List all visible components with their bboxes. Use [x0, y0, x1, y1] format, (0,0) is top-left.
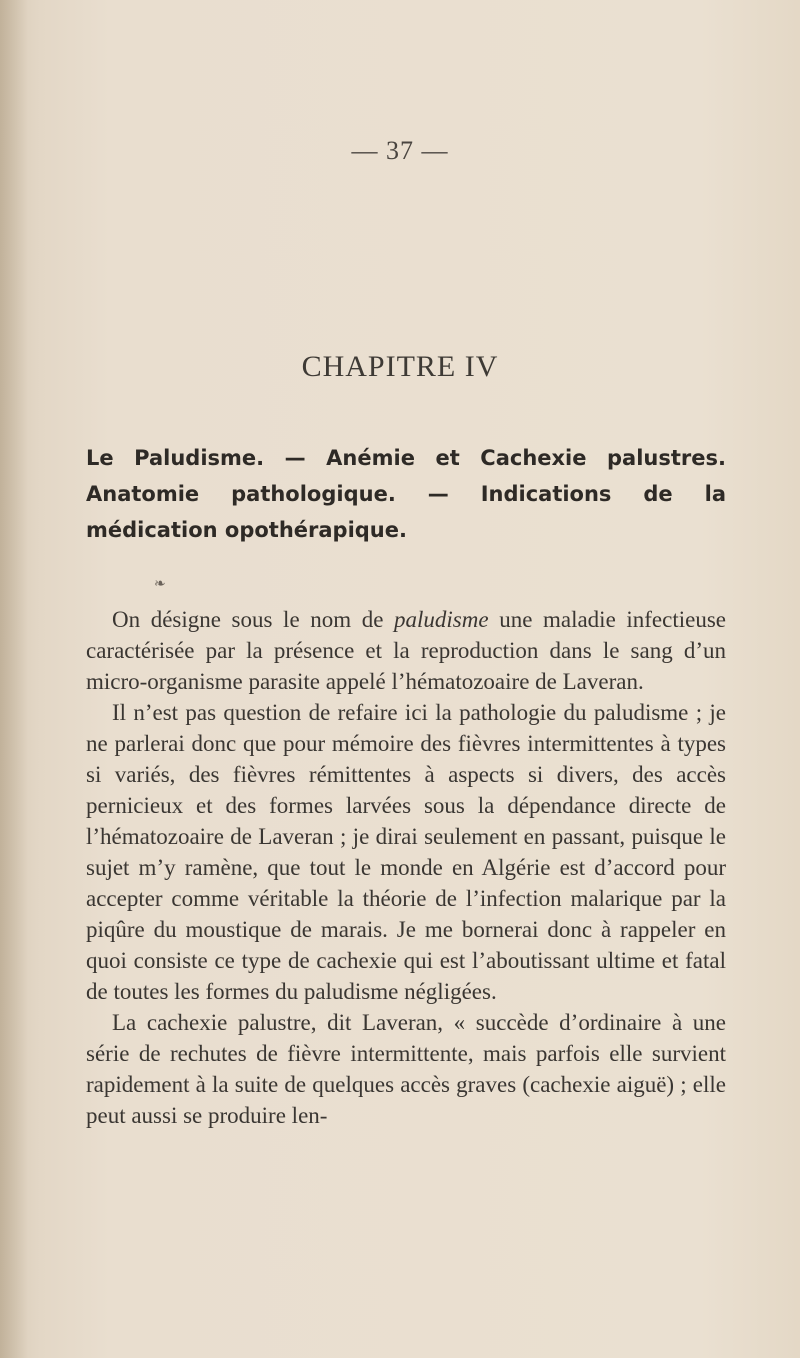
page-number: — 37 — [351, 136, 449, 165]
paragraph-1 [86, 604, 726, 697]
chapter-title: CHAPITRE IV [301, 350, 499, 383]
chapter-subtitle: Le Paludisme. — Anémie et Cachexie palustres. Anatomie pathologique. — Indications de la médication opothérapique. [86, 446, 726, 542]
italic-term: paludisme [394, 607, 489, 632]
paragraph-3: La cachexie palustre, dit Laveran, « succède d’ordinaire à une série de rechutes de fièvre intermittente, mais parfois elle survient rapidement à la suite de quelques accès graves (cachexie aiguë) ; elle peut aussi se produire len- [86, 1010, 726, 1128]
paragraph-1-start: On désigne sous le nom de [112, 607, 395, 632]
body-text [86, 604, 726, 1131]
paragraph-1-end: une maladie infectieuse caractérisée par la présence et la reproduction dans le sang d’un micro-organisme parasite appelé l’hématozoaire de Laveran. [86, 607, 726, 694]
paragraph-2: Il n’est pas question de refaire ici la pathologie du paludisme ; je ne parlerai donc que pour mémoire des fièvres intermittentes à types si variés, des fièvres rémittentes à aspects si divers, des accès pernicieux et des formes larvées sous la dépendance directe de l’hématozoaire de Laveran ; je dirai seulement en passant, puisque le sujet m’y ramène, que tout le monde en Algérie est d’accord pour accepter comme véritable la théorie de l’infection malarique par la piqûre du moustique de marais. Je me bornerai donc à rappeler en quoi consiste ce type de cachexie qui est l’aboutissant ultime et fatal de toutes les formes du paludisme négligées. [86, 700, 726, 1004]
page-edge-shadow [0, 0, 28, 1358]
ornament-mark: ❧ [154, 577, 166, 592]
